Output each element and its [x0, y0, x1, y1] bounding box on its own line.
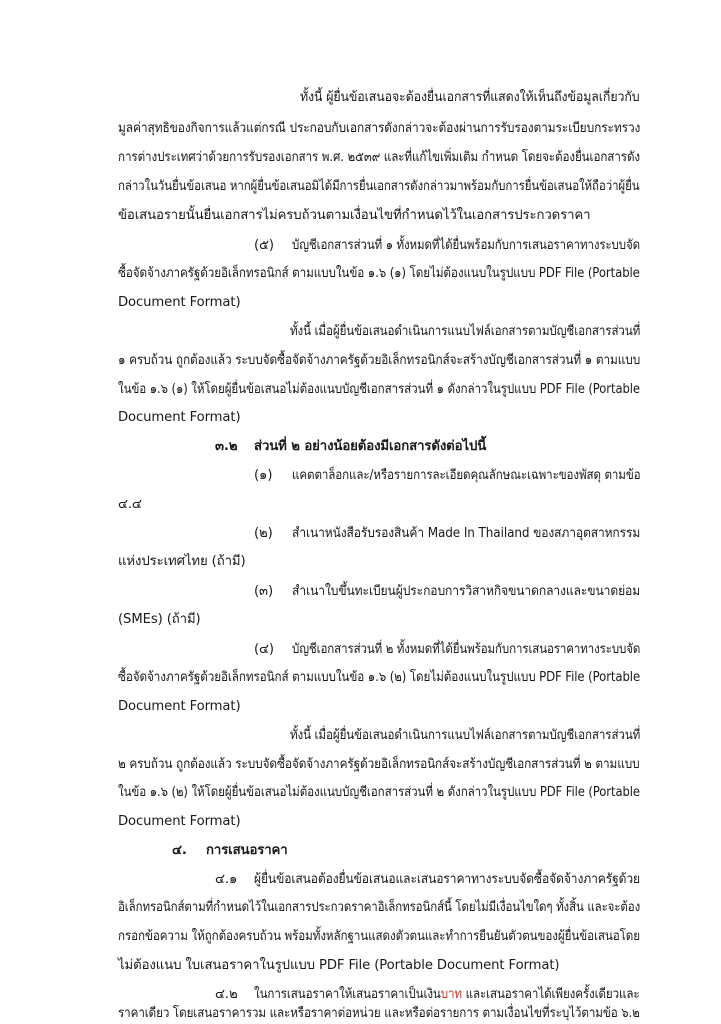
note2-line-1: ทั้งนี้ เมื่อผู้ยื่นข้อเสนอดำเนินการแนบไฟล์เอกสารตามบัญชีเอกสารส่วนที่ — [290, 728, 641, 743]
item5-line-3: Document Format) — [118, 295, 241, 310]
note2-line-4: Document Format) — [118, 814, 241, 829]
section-4-title: การเสนอราคา — [206, 843, 288, 858]
sec4-2-line-2: ราคาเดียว โดยเสนอราคารวม และหรือราคาต่อหน่วย และหรือต่อรายการ ตามเงื่อนไขที่ระบุไว้ตามข้อ ๖.๒ — [118, 1006, 640, 1021]
item5-line-2: ซื้อจัดจ้างภาครัฐด้วยอิเล็กทรอนิกส์ ตามแบบในข้อ ๑.๖ (๑) โดยไม่ต้องแนบในรูปแบบ PDF File (Portable — [118, 266, 640, 281]
sec32-item4-number: (๔) — [254, 642, 274, 657]
note1-line-4: Document Format) — [118, 410, 241, 425]
sec32-item3-number: (๓) — [254, 584, 274, 599]
sec32-item2-line-1: สำเนาหนังสือรับรองสินค้า Made In Thailand ของสภาอุตสาหกรรม — [292, 526, 641, 541]
note2-line-3: ในข้อ ๑.๖ (๒) ให้โดยผู้ยื่นข้อเสนอไม่ต้องแนบบัญชีเอกสารส่วนที่ ๒ ดังกล่าวในรูปแบบ PDF File (Portable — [118, 785, 640, 800]
sec4-2-line-1 — [254, 985, 640, 1005]
sec4-1-line-2: อิเล็กทรอนิกส์ตามที่กำหนดไว้ในเอกสารประกวดราคาอิเล็กทรอนิกส์นี้ โดยไม่มีเงื่อนไขใดๆ ทั้งสิ้น และจะต้อง — [118, 900, 641, 915]
item5-number: (๕) — [254, 238, 274, 253]
section-3-2-number: ๓.๒ — [215, 439, 238, 454]
sec32-item1-number: (๑) — [254, 468, 273, 483]
currency-baht: บาท — [440, 987, 462, 1002]
note1-line-1: ทั้งนี้ เมื่อผู้ยื่นข้อเสนอดำเนินการแนบไฟล์เอกสารตามบัญชีเอกสารส่วนที่ — [290, 324, 641, 339]
sec32-item2-number: (๒) — [254, 526, 273, 541]
sec32-item2-line-2: แห่งประเทศไทย (ถ้ามี) — [118, 554, 246, 569]
sec32-item4-line-3: Document Format) — [118, 699, 241, 714]
intro-line-4: กล่าวในวันยื่นข้อเสนอ หากผู้ยื่นข้อเสนอมิได้มีการยื่นเอกสารดังกล่าวมาพร้อมกับการยื่นข้อเสนอให้ถือว่าผู้ยื่น — [118, 179, 640, 194]
intro-line-5: ข้อเสนอรายนั้นยื่นเอกสารไม่ครบถ้วนตามเงื่อนไขที่กำหนดไว้ในเอกสารประกวดราคา — [118, 208, 591, 223]
sec4-2-number: ๔.๒ — [215, 987, 238, 1002]
sec4-1-number: ๔.๑ — [215, 872, 238, 887]
sec32-item3-line-1: สำเนาใบขึ้นทะเบียนผู้ประกอบการวิสาหกิจขนาดกลางและขนาดย่อม — [292, 584, 641, 599]
section-4-number: ๔. — [172, 843, 187, 858]
sec32-item1-line-1: แคตตาล็อกและ/หรือรายการละเอียดคุณลักษณะเฉพาะของพัสดุ ตามข้อ — [292, 468, 641, 483]
sec4-1-line-4: ไม่ต้องแนบ ใบเสนอราคาในรูปแบบ PDF File (Portable Document Format) — [118, 958, 560, 973]
sec4-1-line-1: ผู้ยื่นข้อเสนอต้องยื่นข้อเสนอและเสนอราคาทางระบบจัดซื้อจัดจ้างภาครัฐด้วย — [254, 872, 641, 887]
sec32-item4-line-1: บัญชีเอกสารส่วนที่ ๒ ทั้งหมดที่ได้ยื่นพร้อมกับการเสนอราคาทางระบบจัด — [292, 642, 641, 657]
intro-line-3: การต่างประเทศว่าด้วยการรับรองเอกสาร พ.ศ. ๒๕๓๙ และที่แก้ไขเพิ่มเติม กำหนด โดยจะต้องยื่นเอกสารดัง — [118, 150, 641, 165]
sec32-item4-line-2: ซื้อจัดจ้างภาครัฐด้วยอิเล็กทรอนิกส์ ตามแบบในข้อ ๑.๖ (๒) โดยไม่ต้องแนบในรูปแบบ PDF File (Portable — [118, 670, 641, 685]
sec4-2-text-a: ในการเสนอราคาให้เสนอราคาเป็นเงิน — [254, 987, 441, 1002]
note1-line-2: ๑ ครบถ้วน ถูกต้องแล้ว ระบบจัดซื้อจัดจ้างภาครัฐด้วยอิเล็กทรอนิกส์จะสร้างบัญชีเอกสารส่วนที่ ๑ ตามแบบ — [118, 353, 641, 368]
intro-line-1: ทั้งนี้ ผู้ยื่นข้อเสนอจะต้องยื่นเอกสารที่แสดงให้เห็นถึงข้อมูลเกี่ยวกับ — [300, 90, 640, 105]
section-3-2-title: ส่วนที่ ๒ อย่างน้อยต้องมีเอกสารดังต่อไปนี้ — [254, 439, 487, 454]
sec32-item3-line-2: (SMEs) (ถ้ามี) — [118, 612, 201, 627]
note1-line-3: ในข้อ ๑.๖ (๑) ให้โดยผู้ยื่นข้อเสนอไม่ต้องแนบบัญชีเอกสารส่วนที่ ๑ ดังกล่าวในรูปแบบ PDF File (Portable — [118, 382, 640, 397]
note2-line-2: ๒ ครบถ้วน ถูกต้องแล้ว ระบบจัดซื้อจัดจ้างภาครัฐด้วยอิเล็กทรอนิกส์จะสร้างบัญชีเอกสารส่วนที่ ๒ ตามแบบ — [118, 757, 640, 772]
item5-line-1: บัญชีเอกสารส่วนที่ ๑ ทั้งหมดที่ได้ยื่นพร้อมกับการเสนอราคาทางระบบจัด — [292, 238, 641, 253]
intro-line-2: มูลค่าสุทธิของกิจการแล้วแต่กรณี ประกอบกับเอกสารดังกล่าวจะต้องผ่านการรับรองตามระเบียบกระทรวง — [118, 121, 641, 136]
sec4-2-text-c: และเสนอราคาได้เพียงครั้งเดียวและ — [461, 987, 640, 1002]
sec4-1-line-3: กรอกข้อความ ให้ถูกต้องครบถ้วน พร้อมทั้งหลักฐานแสดงตัวตนและทำการยืนยันตัวตนของผู้ยื่นข้อเสนอโดย — [118, 929, 640, 944]
sec32-item1-line-2: ๔.๔ — [118, 497, 142, 512]
